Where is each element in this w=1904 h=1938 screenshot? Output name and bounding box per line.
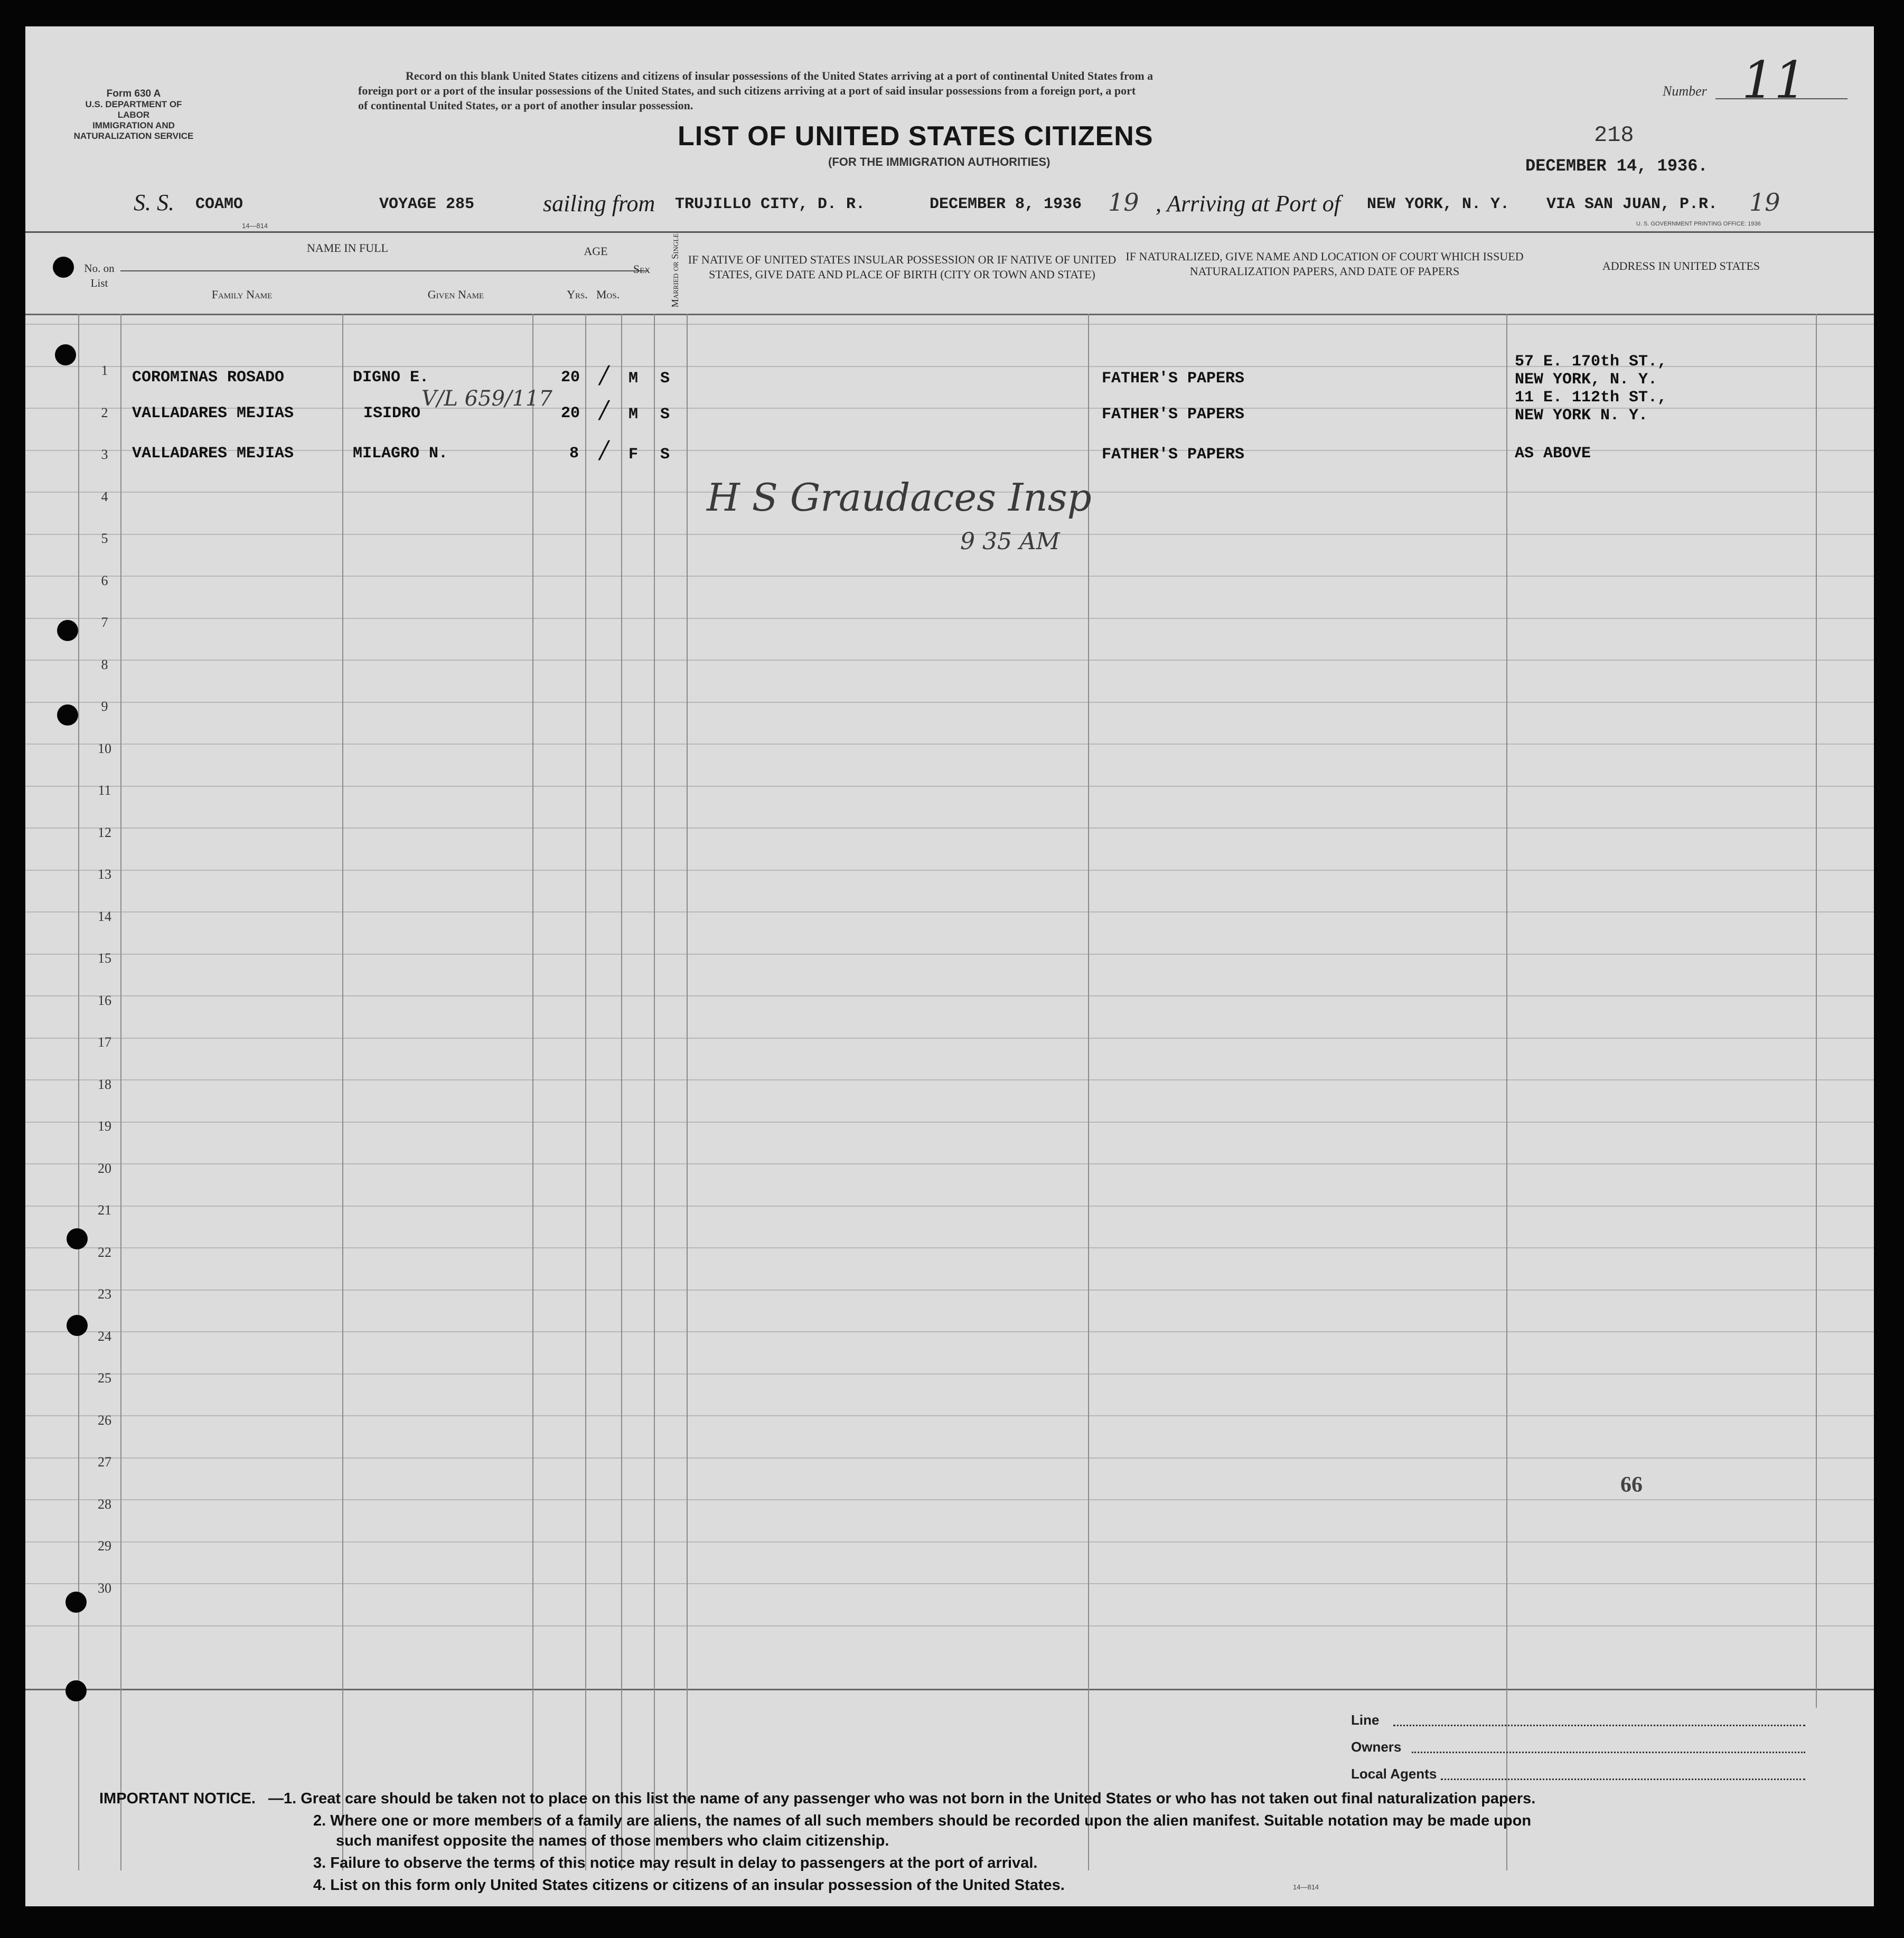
row-2-given: ISIDRO <box>363 404 421 422</box>
header-name-full: NAME IN FULL <box>307 241 388 255</box>
binder-hole <box>57 620 78 641</box>
row-number: 25 <box>98 1370 111 1386</box>
row-number: 19 <box>98 1118 111 1134</box>
row-1-yrs: 20 <box>561 369 580 387</box>
row-number: 8 <box>101 656 108 672</box>
field-owners <box>1351 1739 1401 1755</box>
instruction-line-2: foreign port or a port of the insular possessions of the United States, and such citizens arriving at a port of said insular possessions from a foreign port, a port <box>358 84 1136 97</box>
row-number: 27 <box>98 1454 111 1470</box>
header-age: AGE <box>584 244 608 258</box>
row-number: 23 <box>98 1286 111 1302</box>
row-1-papers: FATHER'S PAPERS <box>1102 370 1245 388</box>
row-number: 7 <box>101 615 108 630</box>
table-row-rule <box>25 324 1874 325</box>
row-number: 2 <box>101 404 108 420</box>
row-2-ms: S <box>660 406 670 424</box>
form-service-2: NATURALIZATION SERVICE <box>73 131 194 141</box>
form-number: Form 630 A <box>106 88 161 99</box>
form-service-1: IMMIGRATION AND <box>92 120 175 130</box>
table-row-rule <box>25 576 1874 577</box>
form-block <box>73 89 194 142</box>
handwritten-time: 9 35 AM <box>960 528 1060 555</box>
table-row-rule <box>25 870 1874 871</box>
arriving-label: , Arriving at Port of <box>1156 191 1340 217</box>
table-row-rule <box>25 911 1874 912</box>
row-3-papers: FATHER'S PAPERS <box>1102 446 1245 464</box>
table-row-rule <box>25 744 1874 745</box>
binder-hole <box>57 704 78 726</box>
page-subtitle: (FOR THE IMMIGRATION AUTHORITIES) <box>828 155 1051 168</box>
row-3-mos: / <box>600 435 608 464</box>
row-number: 18 <box>98 1076 111 1092</box>
header-given: Given Name <box>427 288 484 301</box>
table-column-rule <box>1088 314 1089 1870</box>
header-naturalized: IF NATURALIZED, GIVE NAME AND LOCATION OF COURT WHICH ISSUED NATURALIZATION PAPERS, AND DATE OF PAPERS <box>1125 250 1524 278</box>
notice-label: IMPORTANT NOTICE. <box>99 1790 256 1807</box>
row-number: 22 <box>98 1244 111 1260</box>
header-address: ADDRESS IN UNITED STATES <box>1602 259 1760 272</box>
table-column-rule <box>621 314 622 1870</box>
row-1-mos: / <box>600 360 608 389</box>
table-column-rule <box>1506 314 1507 1870</box>
table-row-rule <box>25 1625 1874 1626</box>
table-header-rule <box>25 314 1874 315</box>
row-number: 10 <box>98 740 111 756</box>
field-owners-label: Owners <box>1351 1739 1402 1755</box>
table-column-rule <box>78 314 79 1870</box>
footer-code: 14—814 <box>1293 1883 1319 1891</box>
voyage-number: VOYAGE 285 <box>379 195 475 213</box>
ss-label: S. S. <box>134 190 174 215</box>
page-title: LIST OF UNITED STATES CITIZENS <box>678 121 1153 152</box>
header-family: Family Name <box>211 288 273 301</box>
row-3-given: MILAGRO N. <box>353 445 448 463</box>
table-row-rule <box>25 450 1874 451</box>
table-row-rule <box>25 618 1874 619</box>
table-column-rule <box>342 314 343 1870</box>
handwritten-signature: H S Graudaces Insp <box>707 475 1092 520</box>
table-row-rule <box>25 995 1874 996</box>
table-row-rule <box>25 1499 1874 1500</box>
row-1-given: DIGNO E. <box>353 369 429 387</box>
binder-hole <box>55 344 76 365</box>
binder-hole <box>67 1315 88 1336</box>
row-number: 14 <box>98 908 111 924</box>
instructions <box>358 69 1153 113</box>
sailing-label: sailing from <box>543 191 655 217</box>
field-line-label: Line <box>1351 1712 1380 1728</box>
table-row-rule <box>25 1079 1874 1080</box>
row-1-sex: M <box>629 370 639 388</box>
row-1-family: COROMINAS ROSADO <box>132 369 285 387</box>
row-number: 21 <box>98 1202 111 1218</box>
table-row-rule <box>25 1247 1874 1248</box>
row-2-addr2: NEW YORK N. Y. <box>1515 407 1648 425</box>
row-number: 13 <box>98 867 111 882</box>
port-name: NEW YORK, N. Y. <box>1367 195 1510 213</box>
header-mos: Mos. <box>596 288 620 301</box>
row-number: 28 <box>98 1496 111 1512</box>
table-row-rule <box>25 660 1874 661</box>
number-value: 11 <box>1742 51 1807 110</box>
header-married: Married or Single <box>670 233 680 308</box>
notice-item-3: 3. Failure to observe the terms of this notice may result in delay to passengers at the port of arrival. <box>313 1855 1038 1871</box>
table-column-rule <box>585 314 586 1870</box>
row-number: 4 <box>101 488 108 504</box>
row-2-addr1: 11 E. 112th ST., <box>1515 389 1667 407</box>
header-no: No. on List <box>84 262 115 289</box>
header-native: IF NATIVE OF UNITED STATES INSULAR POSSESSION OR IF NATIVE OF UNITED STATES, GIVE DATE AND PLACE OF BIRTH (CITY OR TOWN AND STATE) <box>688 253 1117 281</box>
instruction-line-1: Record on this blank United States citizens and citizens of insular possessions of the United States arriving at a port of continental United States from a <box>406 69 1153 82</box>
table-row-rule <box>25 1122 1874 1123</box>
row-number: 12 <box>98 824 111 840</box>
handwritten-vl-note: V/L 659/117 <box>421 387 552 411</box>
row-2-papers: FATHER'S PAPERS <box>1102 406 1245 424</box>
row-number: 9 <box>101 699 108 714</box>
table-row-rule <box>25 1206 1874 1207</box>
gov-print: U. S. GOVERNMENT PRINTING OFFICE: 1936 <box>1636 221 1761 227</box>
table-row-rule <box>25 1038 1874 1039</box>
stamp-number: 218 <box>1594 123 1634 148</box>
table-column-rule <box>654 314 655 1870</box>
number-label: Number <box>1663 83 1707 99</box>
instruction-line-3: of continental United States, or a port of another insular possession. <box>358 99 693 112</box>
year-1: 19 <box>1108 188 1139 217</box>
table-row-rule <box>25 702 1874 703</box>
sailing-from: TRUJILLO CITY, D. R. <box>675 195 866 213</box>
row-2-family: VALLADARES MEJIAS <box>132 404 294 422</box>
row-number: 24 <box>98 1328 111 1344</box>
year-2: 19 <box>1749 188 1780 217</box>
table-column-rule <box>1816 314 1817 1708</box>
notice-item-1: —1. Great care should be taken not to place on this list the name of any passenger who was not born in the United States or who has not taken out final naturalization papers. <box>268 1790 1536 1807</box>
row-number: 1 <box>101 363 108 378</box>
table-row-rule <box>25 534 1874 535</box>
row-number: 11 <box>98 783 111 798</box>
arrival-date: DECEMBER 14, 1936. <box>1525 156 1708 176</box>
header-yrs: Yrs. <box>567 288 588 301</box>
row-2-yrs: 20 <box>561 404 580 422</box>
name-rule <box>120 270 649 271</box>
sailing-date: DECEMBER 8, 1936 <box>930 195 1082 213</box>
table-row-rule <box>25 1583 1874 1584</box>
table-row-rule <box>25 1163 1874 1164</box>
row-number: 26 <box>98 1412 111 1428</box>
row-number: 17 <box>98 1034 111 1050</box>
table-row-rule <box>25 827 1874 829</box>
ship-name: COAMO <box>195 195 243 213</box>
row-1-addr1: 57 E. 170th ST., <box>1515 353 1667 371</box>
table-column-rule <box>687 314 688 1870</box>
row-3-sex: F <box>629 446 639 464</box>
notice-item-4: 4. List on this form only United States citizens or citizens of an insular possession of the United States. <box>313 1877 1065 1894</box>
field-line <box>1351 1712 1379 1728</box>
notice-item-2-cont: such manifest opposite the names of those members who claim citizenship. <box>336 1832 889 1849</box>
table-row-rule <box>25 1331 1874 1332</box>
row-number: 3 <box>101 447 108 462</box>
table-column-rule <box>532 314 533 1870</box>
table-row-rule <box>25 1541 1874 1542</box>
field-agents <box>1351 1766 1437 1782</box>
row-number: 5 <box>101 531 108 546</box>
row-3-family: VALLADARES MEJIAS <box>132 445 294 463</box>
row-2-mos: / <box>600 395 608 424</box>
header-sex: Sex <box>633 262 651 276</box>
table-row-rule <box>25 786 1874 787</box>
row-1-ms: S <box>660 370 670 388</box>
table-bottom-rule <box>25 1689 1874 1690</box>
table-column-rule <box>120 314 121 1870</box>
row-number: 15 <box>98 951 111 966</box>
row-2-sex: M <box>629 406 639 424</box>
table-row-rule <box>25 1415 1874 1416</box>
table-row-rule <box>25 1373 1874 1375</box>
row-number: 29 <box>98 1538 111 1554</box>
table-row-rule <box>25 1290 1874 1291</box>
notice-item-2: 2. Where one or more members of a family are aliens, the names of all such members should be recorded upon the alien manifest. Suitable notation may be made upon <box>313 1812 1532 1829</box>
field-agents-rule <box>1441 1779 1805 1780</box>
print-code-small: 14—814 <box>242 222 268 230</box>
stamp-66: 66 <box>1620 1473 1643 1497</box>
voyage-underline <box>25 231 1874 233</box>
binder-hole <box>65 1680 87 1701</box>
row-1-addr2: NEW YORK, N. Y. <box>1515 371 1658 389</box>
row-3-ms: S <box>660 446 670 464</box>
voyage-line <box>25 185 1874 227</box>
field-line-rule <box>1393 1725 1805 1726</box>
binder-hole <box>67 1228 88 1249</box>
binder-hole <box>53 257 74 278</box>
table-row-rule <box>25 1457 1874 1459</box>
via-port: VIA SAN JUAN, P.R. <box>1546 195 1718 213</box>
row-3-yrs: 8 <box>569 445 579 463</box>
row-3-addr1: AS ABOVE <box>1515 445 1591 463</box>
manifest-sheet <box>25 26 1874 1906</box>
table-row-rule <box>25 954 1874 955</box>
row-number: 30 <box>98 1580 111 1596</box>
row-number: 16 <box>98 992 111 1008</box>
binder-hole <box>65 1592 87 1613</box>
field-agents-label: Local Agents <box>1351 1766 1437 1782</box>
form-dept: U.S. DEPARTMENT OF LABOR <box>85 99 182 120</box>
row-number: 6 <box>101 572 108 588</box>
field-owners-rule <box>1412 1752 1805 1753</box>
row-number: 20 <box>98 1160 111 1176</box>
